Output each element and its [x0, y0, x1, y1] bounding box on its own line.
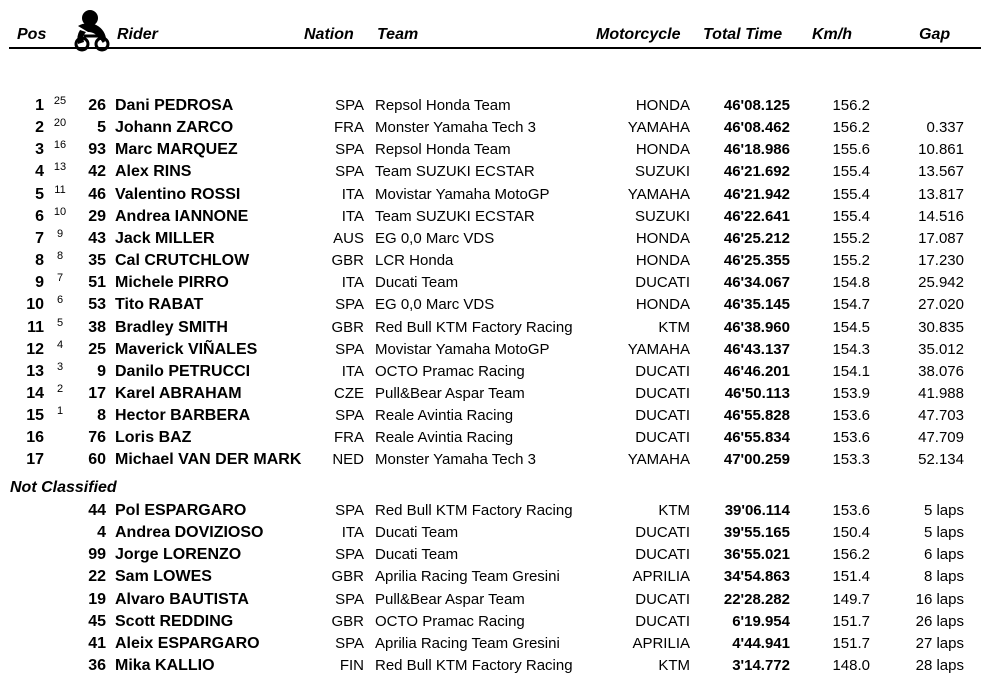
nation-cell: SPA: [335, 407, 364, 425]
nation-cell: FRA: [334, 119, 364, 137]
speed-cell: 155.2: [832, 252, 870, 270]
motorcycle-cell: HONDA: [635, 141, 690, 159]
speed-cell: 148.0: [832, 657, 870, 675]
motorcycle-cell: HONDA: [635, 97, 690, 114]
team-cell: Team SUZUKI ECSTAR: [375, 163, 535, 181]
points-cell: 4: [56, 338, 64, 351]
gap-cell: 5 laps: [923, 524, 964, 542]
points-cell: 20: [53, 117, 67, 130]
table-row: [0, 656, 1000, 678]
gap-cell: 17.230: [918, 252, 964, 270]
table-row: [0, 162, 1000, 184]
total-time-cell: 6'19.954: [732, 612, 790, 630]
header-rider: Rider: [117, 26, 158, 43]
team-cell: Pull&Bear Aspar Team: [375, 384, 525, 402]
rider-number-cell: 42: [88, 163, 106, 181]
speed-cell: 151.7: [832, 612, 870, 630]
team-cell: Ducati Team: [375, 274, 459, 292]
table-row: [0, 384, 1000, 406]
nation-cell: ITA: [341, 274, 364, 292]
total-time-cell: 46'55.834: [723, 429, 790, 447]
team-cell: OCTO Pramac Racing: [375, 362, 525, 380]
total-time-cell: 22'28.282: [723, 590, 790, 608]
not-classified-heading: Not Classified: [10, 479, 117, 496]
rider-name-cell: Karel ABRAHAM: [115, 384, 242, 402]
team-cell: Ducati Team: [375, 546, 459, 564]
nation-cell: ITA: [341, 362, 364, 380]
total-time-cell: 46'43.137: [723, 340, 790, 358]
nation-cell: GBR: [331, 568, 364, 586]
nation-cell: ITA: [341, 524, 364, 542]
rider-name-cell: Valentino ROSSI: [115, 185, 241, 203]
position-cell: 5: [35, 185, 44, 203]
total-time-cell: 34'54.863: [723, 568, 790, 586]
speed-cell: 154.1: [832, 362, 870, 380]
table-row: [0, 567, 1000, 589]
rider-number-cell: 99: [88, 546, 106, 564]
points-cell: 6: [56, 294, 64, 307]
total-time-cell: 46'50.113: [724, 384, 790, 402]
points-cell: 25: [53, 95, 67, 107]
points-cell: 16: [53, 139, 67, 152]
points-cell: 1: [56, 405, 64, 418]
position-cell: 1: [35, 97, 44, 114]
nation-cell: SPA: [335, 590, 364, 608]
total-time-cell: 46'21.942: [723, 185, 790, 203]
header-motorcycle: Motorcycle: [596, 26, 681, 43]
speed-cell: 155.4: [832, 207, 870, 225]
gap-cell: 47.703: [918, 407, 964, 425]
speed-cell: 150.4: [832, 524, 870, 542]
rider-number-cell: 35: [88, 252, 106, 270]
table-row: [0, 251, 1000, 273]
rider-name-cell: Andrea IANNONE: [115, 207, 249, 225]
gap-cell: 13.817: [918, 185, 964, 203]
team-cell: Movistar Yamaha MotoGP: [375, 185, 550, 203]
team-cell: Monster Yamaha Tech 3: [375, 451, 536, 469]
team-cell: Repsol Honda Team: [375, 97, 511, 114]
points-cell: 13: [53, 161, 67, 174]
speed-cell: 154.8: [832, 274, 870, 292]
rider-number-cell: 45: [88, 612, 106, 630]
team-cell: Red Bull KTM Factory Racing: [375, 318, 573, 336]
rider-number-cell: 76: [88, 429, 106, 447]
speed-cell: 149.7: [832, 590, 870, 608]
speed-cell: 156.2: [832, 546, 870, 564]
rider-name-cell: Alex RINS: [115, 163, 192, 181]
speed-cell: 151.7: [832, 634, 870, 652]
table-row: [0, 501, 1000, 523]
speed-cell: 155.4: [832, 185, 870, 203]
rider-name-cell: Maverick VIÑALES: [115, 340, 258, 358]
gap-cell: 47.709: [918, 429, 964, 447]
rider-name-cell: Danilo PETRUCCI: [115, 362, 251, 380]
rider-number-cell: 41: [88, 634, 106, 652]
rider-name-cell: Hector BARBERA: [115, 407, 251, 425]
motorcycle-cell: DUCATI: [635, 524, 690, 542]
motorcycle-cell: DUCATI: [635, 546, 690, 564]
rider-name-cell: Scott REDDING: [115, 612, 234, 630]
gap-cell: 30.835: [918, 318, 964, 336]
table-row: [0, 185, 1000, 207]
motorcycle-cell: DUCATI: [635, 362, 690, 380]
total-time-cell: 3'14.772: [732, 657, 790, 675]
team-cell: Pull&Bear Aspar Team: [375, 590, 525, 608]
total-time-cell: 46'38.960: [723, 318, 790, 336]
total-time-cell: 36'55.021: [723, 546, 790, 564]
rider-name-cell: Johann ZARCO: [115, 119, 234, 137]
rider-number-cell: 38: [88, 318, 106, 336]
header-kmh: Km/h: [812, 26, 852, 43]
nation-cell: CZE: [334, 384, 364, 402]
motorcycle-cell: KTM: [658, 318, 690, 336]
position-cell: 11: [27, 318, 44, 336]
team-cell: LCR Honda: [375, 252, 454, 270]
rider-number-cell: 93: [88, 141, 106, 159]
gap-cell: 8 laps: [923, 568, 964, 586]
rider-number-cell: 60: [88, 451, 106, 469]
rider-number-cell: 44: [88, 502, 106, 519]
total-time-cell: 46'21.692: [723, 163, 790, 181]
team-cell: Ducati Team: [375, 524, 459, 542]
speed-cell: 156.2: [832, 119, 870, 137]
rider-name-cell: Marc MARQUEZ: [115, 141, 238, 159]
rider-name-cell: Dani PEDROSA: [115, 97, 234, 114]
motorcycle-cell: YAMAHA: [627, 340, 690, 358]
motorcycle-cell: APRILIA: [632, 568, 690, 586]
gap-cell: 27.020: [918, 296, 964, 314]
rider-name-cell: Michele PIRRO: [115, 274, 229, 292]
rider-number-cell: 25: [88, 340, 106, 358]
motorcycle-cell: YAMAHA: [627, 185, 690, 203]
total-time-cell: 46'08.462: [723, 119, 790, 137]
header-team: Team: [377, 26, 419, 43]
table-row: [0, 634, 1000, 656]
table-row: [0, 590, 1000, 612]
team-cell: Red Bull KTM Factory Racing: [375, 657, 573, 675]
table-row: [0, 545, 1000, 567]
nation-cell: SPA: [335, 546, 364, 564]
points-cell: 8: [56, 250, 64, 263]
nation-cell: ITA: [341, 207, 364, 225]
nation-cell: SPA: [335, 296, 364, 314]
motorcycle-cell: APRILIA: [632, 634, 690, 652]
points-cell: 9: [56, 227, 64, 240]
speed-cell: 153.6: [832, 407, 870, 425]
motorcycle-cell: KTM: [658, 502, 690, 519]
table-row: [0, 273, 1000, 295]
team-cell: EG 0,0 Marc VDS: [375, 296, 495, 314]
team-cell: Team SUZUKI ECSTAR: [375, 207, 535, 225]
rider-name-cell: Loris BAZ: [115, 429, 192, 447]
table-row: [0, 523, 1000, 545]
rider-number-cell: 5: [97, 119, 106, 137]
rider-name-cell: Andrea DOVIZIOSO: [115, 524, 264, 542]
nation-cell: SPA: [335, 634, 364, 652]
total-time-cell: 46'18.986: [723, 141, 790, 159]
gap-cell: 52.134: [918, 451, 964, 469]
points-cell: 10: [53, 205, 67, 218]
speed-cell: 153.3: [832, 451, 870, 469]
position-cell: 9: [35, 274, 44, 292]
speed-cell: 155.2: [832, 229, 870, 247]
table-row: [0, 340, 1000, 362]
gap-cell: 38.076: [918, 362, 964, 380]
rider-name-cell: Jorge LORENZO: [115, 546, 242, 564]
motorcycle-cell: DUCATI: [635, 274, 690, 292]
motorcycle-cell: KTM: [658, 657, 690, 675]
speed-cell: 153.6: [832, 429, 870, 447]
position-cell: 2: [35, 119, 44, 137]
total-time-cell: 46'55.828: [723, 407, 790, 425]
total-time-cell: 46'25.212: [723, 229, 790, 247]
rider-number-cell: 29: [88, 207, 106, 225]
rider-name-cell: Jack MILLER: [115, 229, 215, 247]
speed-cell: 154.7: [832, 296, 870, 314]
position-cell: 7: [35, 229, 44, 247]
rider-name-cell: Sam LOWES: [115, 568, 212, 586]
nation-cell: GBR: [331, 252, 364, 270]
nation-cell: FIN: [339, 657, 364, 675]
table-row: [0, 96, 1000, 118]
table-row: [0, 140, 1000, 162]
speed-cell: 153.9: [832, 384, 870, 402]
rider-number-cell: 22: [88, 568, 106, 586]
rider-number-cell: 53: [88, 296, 106, 314]
total-time-cell: 46'35.145: [723, 296, 790, 314]
team-cell: Monster Yamaha Tech 3: [375, 119, 536, 137]
team-cell: Reale Avintia Racing: [375, 407, 514, 425]
total-time-cell: 46'22.641: [723, 207, 790, 225]
rider-number-cell: 17: [88, 384, 106, 402]
nation-cell: GBR: [331, 612, 364, 630]
total-time-cell: 46'34.067: [723, 274, 790, 292]
position-cell: 3: [35, 141, 44, 159]
nation-cell: SPA: [335, 502, 364, 519]
nation-cell: FRA: [334, 429, 364, 447]
nation-cell: SPA: [335, 163, 364, 181]
rider-number-cell: 46: [88, 185, 106, 203]
table-row: [0, 118, 1000, 140]
rider-name-cell: Mika KALLIO: [115, 657, 215, 675]
total-time-cell: 4'44.941: [732, 634, 790, 652]
nation-cell: SPA: [335, 141, 364, 159]
gap-cell: 35.012: [918, 340, 964, 358]
rider-name-cell: Cal CRUTCHLOW: [115, 252, 250, 270]
speed-cell: 155.6: [832, 141, 870, 159]
rider-name-cell: Alvaro BAUTISTA: [115, 590, 249, 608]
team-cell: OCTO Pramac Racing: [375, 612, 525, 630]
team-cell: Red Bull KTM Factory Racing: [375, 502, 573, 519]
team-cell: Repsol Honda Team: [375, 141, 511, 159]
rider-name-cell: Bradley SMITH: [115, 318, 228, 336]
team-cell: Movistar Yamaha MotoGP: [375, 340, 550, 358]
points-cell: 5: [56, 316, 64, 329]
rider-number-cell: 36: [88, 657, 106, 675]
gap-cell: 26 laps: [915, 612, 964, 630]
points-cell: 11: [54, 183, 66, 196]
position-cell: 16: [26, 429, 44, 447]
motorcycle-cell: DUCATI: [635, 429, 690, 447]
nation-cell: ITA: [341, 185, 364, 203]
points-cell: 2: [56, 382, 64, 395]
table-row: [0, 295, 1000, 317]
nation-cell: SPA: [335, 340, 364, 358]
gap-cell: 14.516: [918, 207, 964, 225]
motorcycle-cell: HONDA: [635, 229, 690, 247]
nation-cell: NED: [332, 451, 364, 469]
gap-cell: 0.337: [926, 119, 964, 137]
table-row: [0, 362, 1000, 384]
table-row: [0, 612, 1000, 634]
rider-name-cell: Tito RABAT: [115, 296, 204, 314]
total-time-cell: 47'00.259: [723, 451, 790, 469]
table-row: [0, 229, 1000, 251]
gap-cell: 28 laps: [915, 657, 964, 675]
position-cell: 8: [35, 252, 44, 270]
gap-cell: 10.861: [918, 141, 964, 159]
speed-cell: 156.2: [832, 97, 870, 114]
motorcycle-cell: HONDA: [635, 252, 690, 270]
gap-cell: 27 laps: [915, 634, 964, 652]
results-header: [0, 0, 1000, 52]
motorcycle-cell: YAMAHA: [627, 119, 690, 137]
gap-cell: 25.942: [918, 274, 964, 292]
position-cell: 14: [26, 384, 44, 402]
rider-number-cell: 4: [97, 524, 106, 542]
rider-name-cell: Michael VAN DER MARK: [115, 451, 302, 469]
header-pos: Pos: [17, 26, 47, 43]
motorcycle-cell: HONDA: [635, 296, 690, 314]
gap-cell: 41.988: [918, 384, 964, 402]
gap-cell: 17.087: [918, 229, 964, 247]
team-cell: Aprilia Racing Team Gresini: [375, 634, 560, 652]
rider-number-cell: 26: [88, 97, 106, 114]
motorcycle-cell: YAMAHA: [627, 451, 690, 469]
total-time-cell: 39'55.165: [723, 524, 790, 542]
gap-cell: 16 laps: [915, 590, 964, 608]
position-cell: 12: [26, 340, 44, 358]
motorcycle-cell: DUCATI: [635, 612, 690, 630]
speed-cell: 153.6: [832, 502, 870, 519]
rider-number-cell: 43: [88, 229, 106, 247]
nation-cell: GBR: [331, 318, 364, 336]
header-total-time: Total Time: [703, 26, 783, 43]
total-time-cell: 46'08.125: [723, 97, 790, 114]
table-row: [0, 428, 1000, 450]
table-row: [0, 318, 1000, 340]
rider-number-cell: 8: [97, 407, 106, 425]
rider-number-cell: 51: [88, 274, 106, 292]
position-cell: 15: [26, 407, 44, 425]
total-time-cell: 46'25.355: [723, 252, 790, 270]
position-cell: 10: [26, 296, 44, 314]
motorcycle-cell: SUZUKI: [634, 207, 690, 225]
motorcycle-cell: SUZUKI: [634, 163, 690, 181]
nation-cell: AUS: [333, 229, 364, 247]
header-divider: [9, 47, 981, 49]
table-row: [0, 207, 1000, 229]
table-row: [0, 450, 1000, 472]
rider-number-cell: 19: [88, 590, 106, 608]
position-cell: 4: [35, 163, 44, 181]
nation-cell: SPA: [335, 97, 364, 114]
gap-cell: 6 laps: [923, 546, 964, 564]
rider-name-cell: Aleix ESPARGARO: [115, 634, 260, 652]
total-time-cell: 39'06.114: [724, 502, 790, 519]
motorcycle-rider-icon: [70, 6, 112, 52]
position-cell: 13: [26, 362, 44, 380]
points-cell: 3: [56, 360, 64, 373]
speed-cell: 151.4: [832, 568, 870, 586]
rider-name-cell: Pol ESPARGARO: [115, 502, 247, 519]
motorcycle-cell: DUCATI: [635, 590, 690, 608]
team-cell: Reale Avintia Racing: [375, 429, 514, 447]
total-time-cell: 46'46.201: [723, 362, 790, 380]
header-nation: Nation: [304, 26, 354, 43]
rider-number-cell: 9: [97, 362, 106, 380]
table-row: [0, 406, 1000, 428]
points-cell: 7: [56, 272, 64, 285]
gap-cell: 5 laps: [923, 502, 964, 519]
speed-cell: 154.5: [832, 318, 870, 336]
gap-cell: 13.567: [918, 163, 964, 181]
team-cell: Aprilia Racing Team Gresini: [375, 568, 560, 586]
speed-cell: 154.3: [832, 340, 870, 358]
motorcycle-cell: DUCATI: [635, 384, 690, 402]
position-cell: 17: [26, 451, 44, 469]
position-cell: 6: [35, 207, 44, 225]
header-gap: Gap: [919, 26, 951, 43]
motorcycle-cell: DUCATI: [635, 407, 690, 425]
team-cell: EG 0,0 Marc VDS: [375, 229, 495, 247]
speed-cell: 155.4: [832, 163, 870, 181]
